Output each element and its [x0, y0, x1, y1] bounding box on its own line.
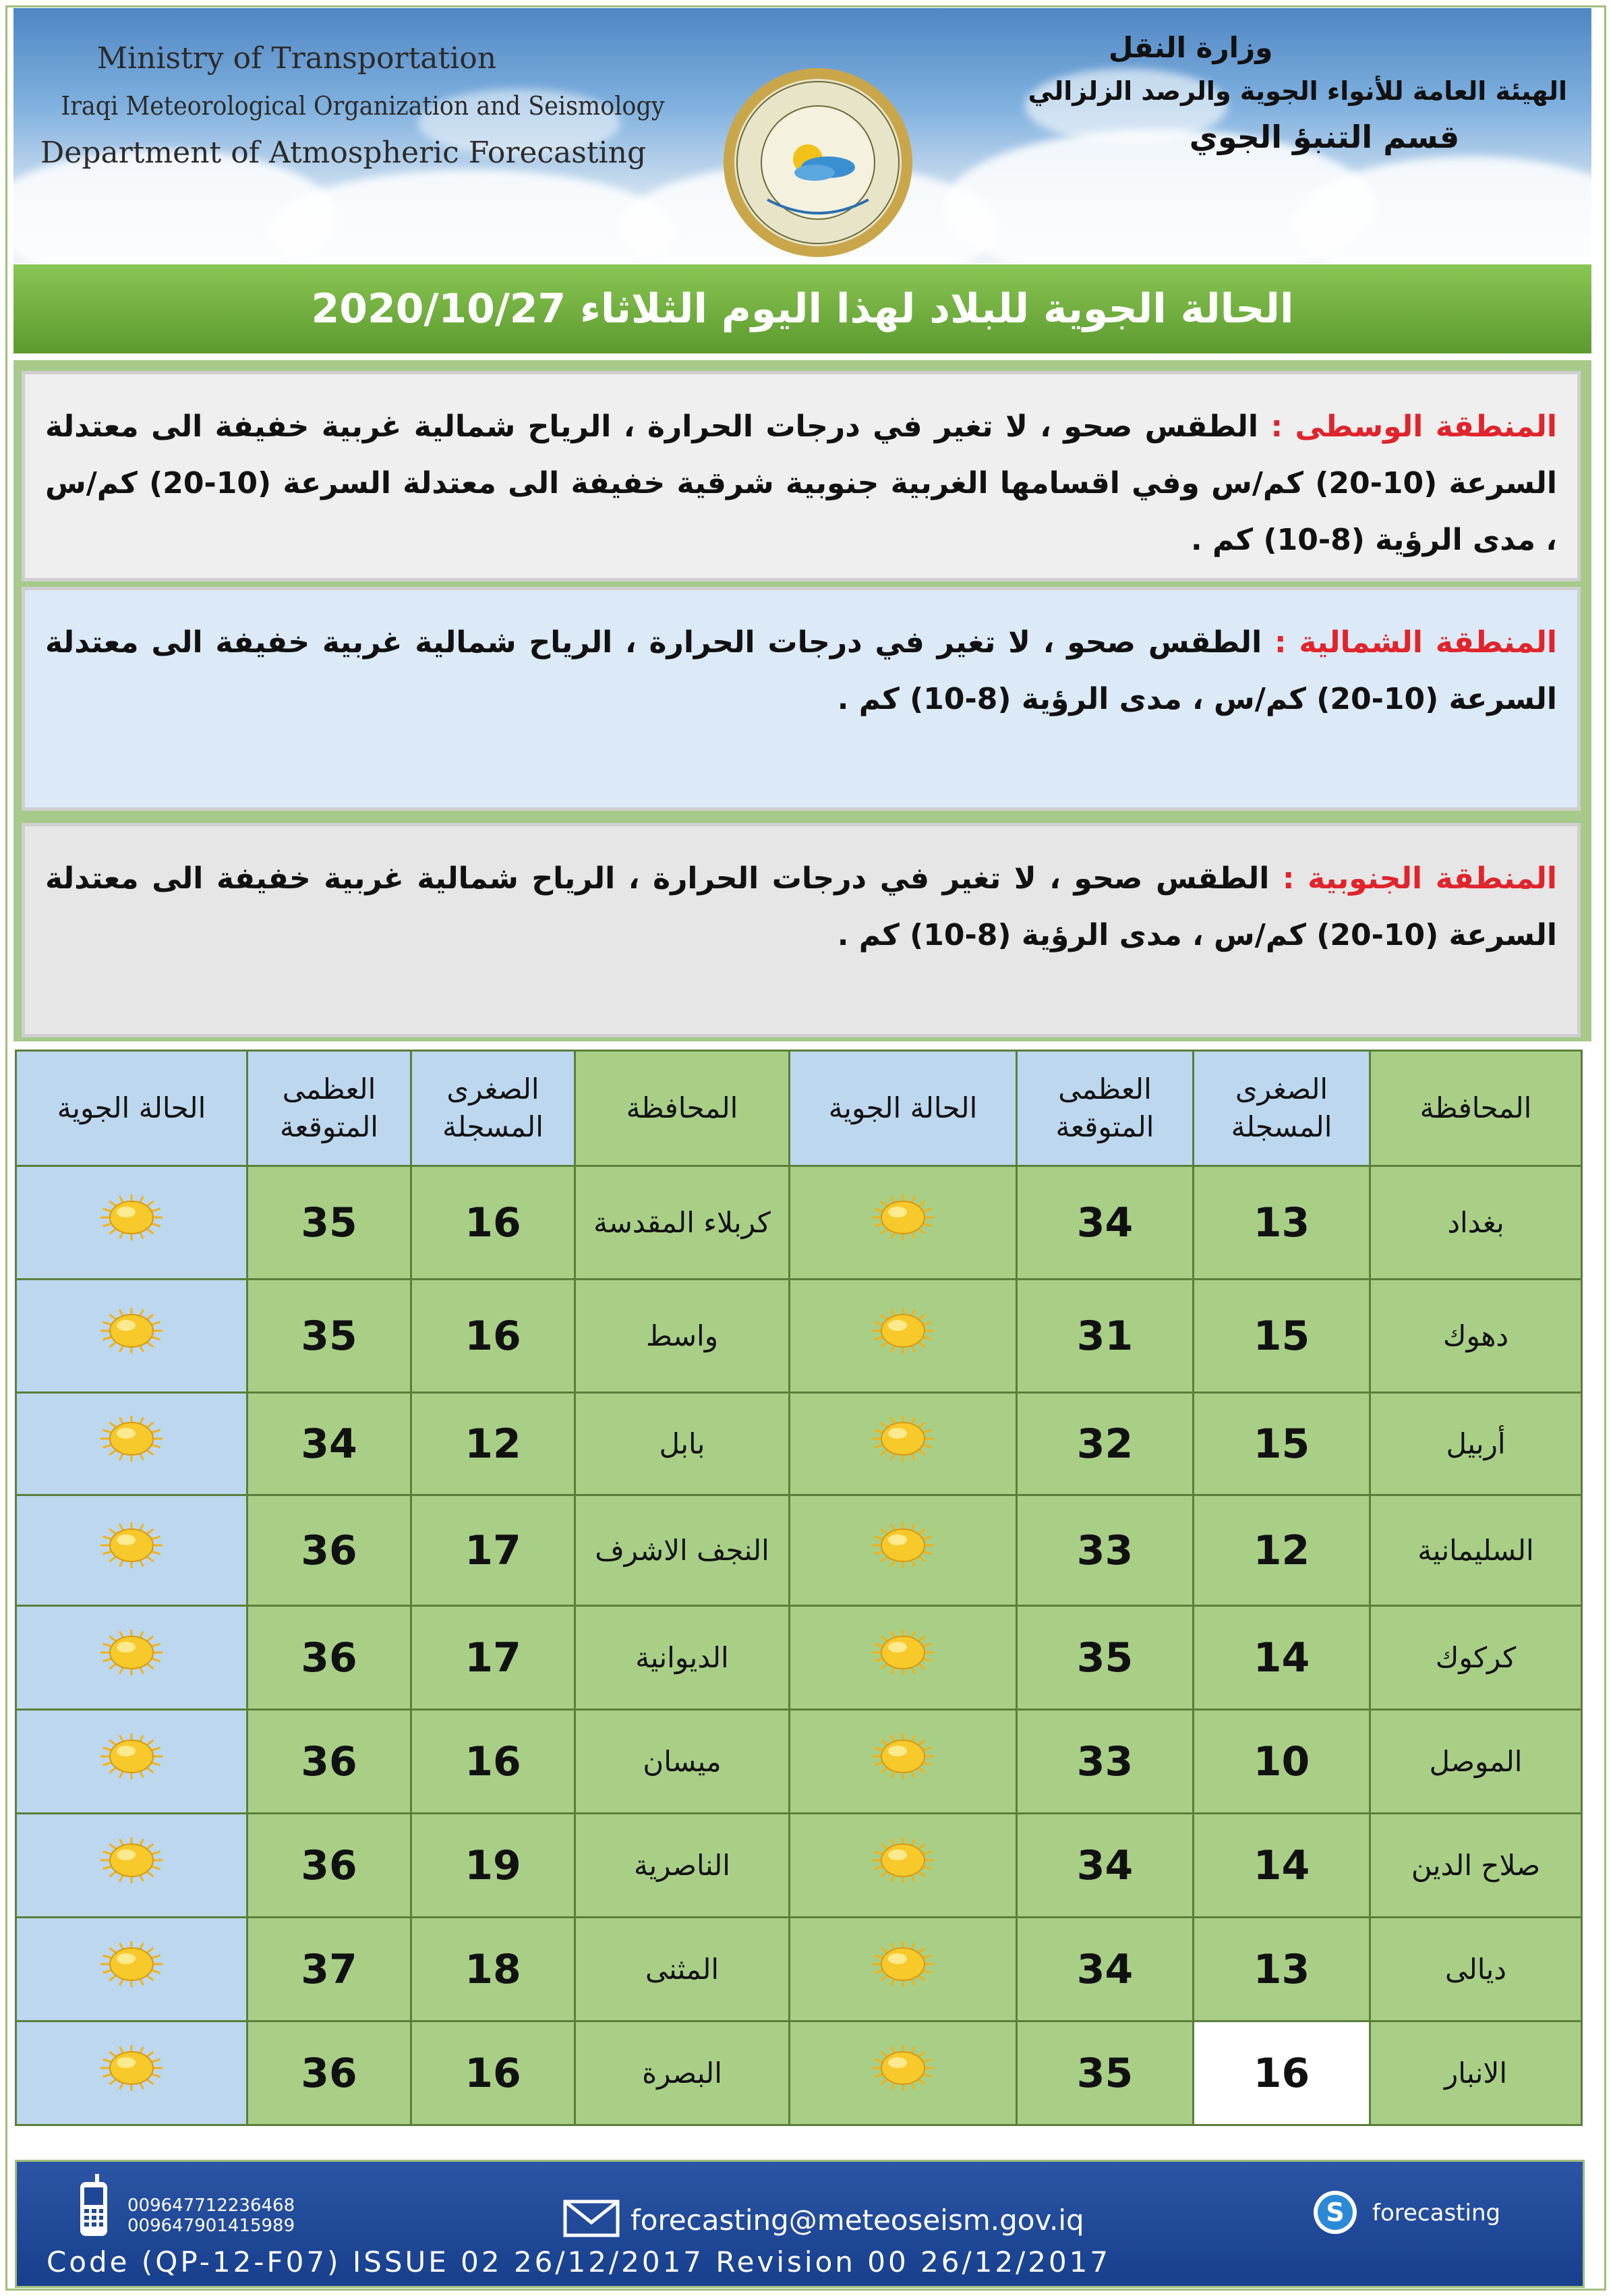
min-temp-cell: 13: [1194, 1918, 1370, 2021]
header-province: المحافظة: [575, 1051, 790, 1166]
skype-icon: [1312, 2189, 1359, 2236]
sun-icon: [91, 2041, 172, 2095]
province-cell: النجف الاشرف: [575, 1495, 790, 1606]
region-central: [22, 371, 1581, 581]
organization-name-ar: الهيئة العامة للأنواء الجوية والرصد الزلزالي: [1028, 76, 1567, 106]
condition-cell: [790, 1606, 1017, 1710]
page-title: الحالة الجوية للبلاد لهذا اليوم الثلاثاء 2020/10/27: [311, 285, 1294, 333]
condition-cell: [16, 1393, 247, 1495]
sun-icon: [862, 1833, 943, 1887]
max-temp-cell: 34: [247, 1393, 411, 1495]
province-cell: بغداد: [1370, 1166, 1582, 1280]
min-temp-cell: 18: [411, 1918, 575, 2021]
sun-icon: [91, 1518, 172, 1572]
sun-icon: [91, 1412, 172, 1466]
sun-icon: [862, 1626, 943, 1680]
sun-icon: [862, 1304, 943, 1358]
region-name: المنطقة الوسطى :: [1270, 409, 1557, 444]
department-name-ar: قسم التنبؤ الجوي: [1189, 119, 1460, 155]
max-temp-cell: 35: [1017, 2021, 1194, 2125]
condition-cell: [16, 1280, 247, 1393]
table-row: [16, 1393, 1582, 1495]
province-cell: الموصل: [1370, 1710, 1582, 1814]
max-temp-cell: 34: [1017, 1918, 1194, 2021]
sun-icon: [91, 1937, 172, 1991]
min-temp-cell: 14: [1194, 1814, 1370, 1918]
table-row: [16, 1166, 1582, 1280]
province-cell: السليمانية: [1370, 1495, 1582, 1606]
max-temp-cell: 36: [247, 2021, 411, 2125]
min-temp-cell: 15: [1194, 1393, 1370, 1495]
condition-cell: [790, 1166, 1017, 1280]
min-temp-cell: 16: [411, 2021, 575, 2125]
forecast-table: [15, 1050, 1583, 2126]
min-temp-cell: 10: [1194, 1710, 1370, 1814]
condition-cell: [16, 1166, 247, 1280]
ministry-name-en: Ministry of Transportation: [96, 41, 497, 76]
sun-icon: [862, 1190, 943, 1244]
condition-cell: [790, 1393, 1017, 1495]
condition-cell: [16, 1495, 247, 1606]
header-max: العظمى المتوقعة: [247, 1051, 411, 1166]
header-condition: الحالة الجوية: [790, 1051, 1017, 1166]
header-province: المحافظة: [1370, 1051, 1582, 1166]
ministry-name-ar: وزارة النقل: [1109, 31, 1273, 64]
phone-1: 009647712236468: [127, 2195, 295, 2216]
province-cell: كربلاء المقدسة: [575, 1166, 790, 1280]
province-cell: ميسان: [575, 1710, 790, 1814]
condition-cell: [790, 1710, 1017, 1814]
organization-logo: [720, 65, 916, 260]
condition-cell: [790, 1495, 1017, 1606]
max-temp-cell: 35: [1017, 1606, 1194, 1710]
province-cell: واسط: [575, 1280, 790, 1393]
sun-icon: [862, 1412, 943, 1466]
header-max: العظمى المتوقعة: [1017, 1051, 1194, 1166]
max-temp-cell: 33: [1017, 1710, 1194, 1814]
phone-numbers: [127, 2195, 295, 2236]
min-temp-cell: 17: [411, 1495, 575, 1606]
table-row: [16, 1606, 1582, 1710]
province-cell: الناصرية: [575, 1814, 790, 1918]
sun-icon: [91, 1304, 172, 1358]
department-name-en: Department of Atmospheric Forecasting: [40, 136, 647, 170]
skype-handle[interactable]: forecasting: [1372, 2200, 1501, 2227]
condition-cell: [790, 1814, 1017, 1918]
region-text: الطقس صحو ، لا تغير في درجات الحرارة ، الرياح شمالية غربية خفيفة الى معتدلة السرعة (10-20) كم/س ، مدى الرؤية (8-10) كم .: [45, 625, 1557, 716]
condition-cell: [790, 1280, 1017, 1393]
province-cell: بابل: [575, 1393, 790, 1495]
province-cell: البصرة: [575, 2021, 790, 2125]
condition-cell: [16, 2021, 247, 2125]
max-temp-cell: 36: [247, 1606, 411, 1710]
mail-icon: [563, 2200, 620, 2237]
max-temp-cell: 34: [1017, 1814, 1194, 1918]
min-temp-cell: 13: [1194, 1166, 1370, 1280]
table-row: [16, 1280, 1582, 1393]
min-temp-cell: 12: [411, 1393, 575, 1495]
document-code: Code (QP-12-F07) ISSUE 02 26/12/2017 Revision 00 26/12/2017: [47, 2245, 1111, 2278]
province-cell: الديوانية: [575, 1606, 790, 1710]
max-temp-cell: 36: [247, 1710, 411, 1814]
max-temp-cell: 36: [247, 1814, 411, 1918]
min-temp-cell: 16: [1194, 2021, 1370, 2125]
max-temp-cell: 32: [1017, 1393, 1194, 1495]
region-text: الطقس صحو ، لا تغير في درجات الحرارة ، الرياح شمالية غربية خفيفة الى معتدلة السرعة (10-20) كم/س ، مدى الرؤية (8-10) كم .: [45, 861, 1557, 952]
condition-cell: [16, 1606, 247, 1710]
condition-cell: [16, 1918, 247, 2021]
header-min: الصغرى المسجلة: [411, 1051, 575, 1166]
province-cell: صلاح الدين: [1370, 1814, 1582, 1918]
min-temp-cell: 19: [411, 1814, 575, 1918]
min-temp-cell: 17: [411, 1606, 575, 1710]
min-temp-cell: 16: [411, 1166, 575, 1280]
title-bar: [13, 264, 1591, 353]
max-temp-cell: 33: [1017, 1495, 1194, 1606]
table-row: [16, 2021, 1582, 2125]
min-temp-cell: 16: [411, 1710, 575, 1814]
table-row: [16, 1918, 1582, 2021]
province-cell: أربيل: [1370, 1393, 1582, 1495]
max-temp-cell: 31: [1017, 1280, 1194, 1393]
min-temp-cell: 12: [1194, 1495, 1370, 1606]
phone-icon: [75, 2173, 113, 2240]
sun-icon: [862, 1729, 943, 1783]
condition-cell: [790, 1918, 1017, 2021]
sun-icon: [91, 1626, 172, 1680]
regions-panel: [13, 360, 1591, 1041]
condition-cell: [16, 1710, 247, 1814]
footer-bar: [15, 2160, 1585, 2288]
region-name: المنطقة الجنوبية :: [1282, 861, 1557, 896]
province-cell: ديالى: [1370, 1918, 1582, 2021]
table-row: [16, 1814, 1582, 1918]
header-min: الصغرى المسجلة: [1194, 1051, 1370, 1166]
province-cell: كركوك: [1370, 1606, 1582, 1710]
condition-cell: [790, 2021, 1017, 2125]
province-cell: الانبار: [1370, 2021, 1582, 2125]
svg-text:S: S: [1326, 2198, 1345, 2227]
region-name: المنطقة الشمالية :: [1274, 625, 1557, 660]
region-text: الطقس صحو ، لا تغير في درجات الحرارة ، الرياح شمالية غربية خفيفة الى معتدلة السرعة (10-20) كم/س وفي اقسامها الغربية جنوبية شرقية خفيفة الى معتدلة السرعة (10-20) كم/س ، مدى الرؤية (8-10) كم .: [45, 409, 1557, 557]
sun-icon: [862, 2041, 943, 2095]
organization-name-en: Iraqi Meteorological Organization and Seismology: [61, 91, 665, 121]
phone-2: 009647901415989: [127, 2216, 295, 2236]
table-row: [16, 1710, 1582, 1814]
min-temp-cell: 14: [1194, 1606, 1370, 1710]
province-cell: دهوك: [1370, 1280, 1582, 1393]
max-temp-cell: 35: [247, 1280, 411, 1393]
table-header-row: [16, 1051, 1582, 1166]
sun-icon: [91, 1190, 172, 1244]
table-row: [16, 1495, 1582, 1606]
header-banner: [13, 8, 1591, 263]
max-temp-cell: 37: [247, 1918, 411, 2021]
min-temp-cell: 16: [411, 1280, 575, 1393]
sun-icon: [862, 1518, 943, 1572]
header-english: [40, 35, 665, 177]
sun-icon: [91, 1729, 172, 1783]
min-temp-cell: 15: [1194, 1280, 1370, 1393]
sun-icon: [862, 1937, 943, 1991]
sun-icon: [91, 1833, 172, 1887]
province-cell: المثنى: [575, 1918, 790, 2021]
header-arabic: [1028, 27, 1567, 161]
max-temp-cell: 35: [247, 1166, 411, 1280]
email-link[interactable]: forecasting@meteoseism.gov.iq: [630, 2204, 1084, 2237]
region-south: [22, 823, 1581, 1037]
max-temp-cell: 36: [247, 1495, 411, 1606]
max-temp-cell: 34: [1017, 1166, 1194, 1280]
region-north: [22, 587, 1581, 811]
condition-cell: [16, 1814, 247, 1918]
header-condition: الحالة الجوية: [16, 1051, 247, 1166]
